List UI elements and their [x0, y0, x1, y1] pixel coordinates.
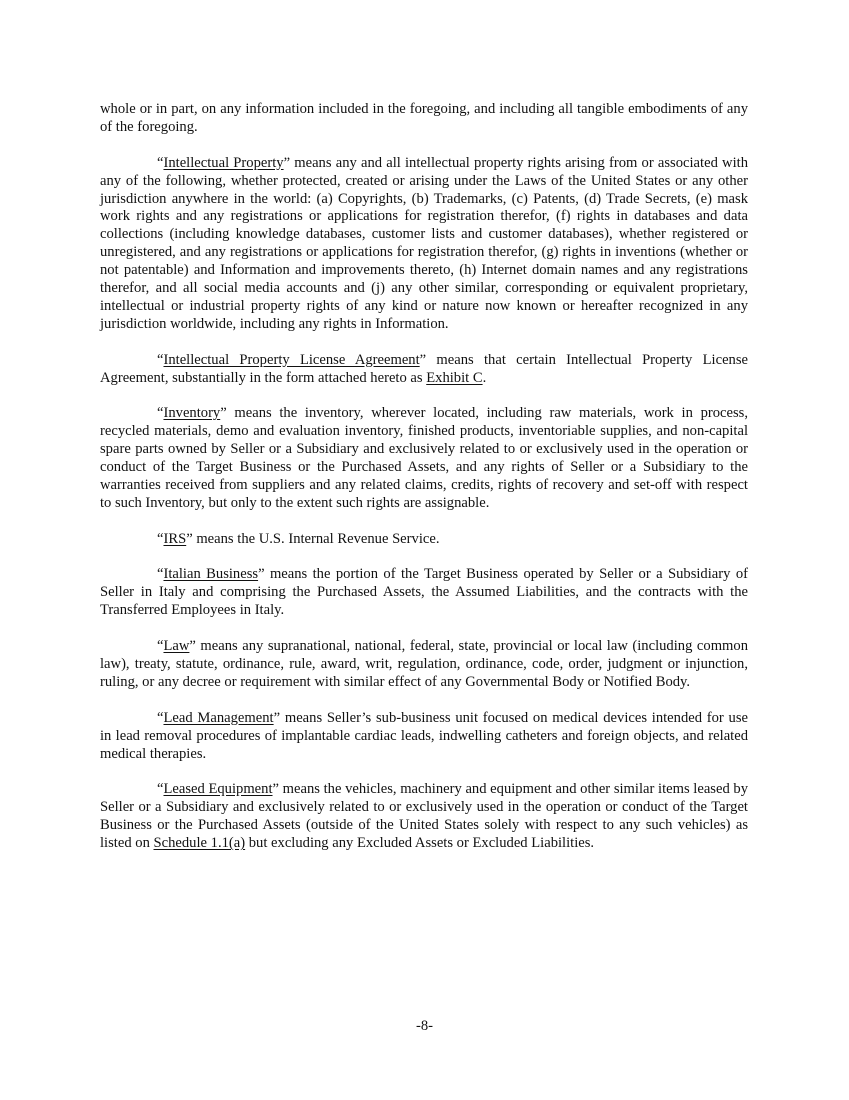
definition-law: “Law” means any supranational, national, federal, state, provincial or local law (including common law), treaty, statute, ordinance, rule, award, writ, regulation, ordinance, code, order, judgment or injunction, ruling, or any decree or requirement with similar effect of any Governmental Body or Notified Body. [100, 638, 748, 690]
definition-body: ” means the portion of the Target Business operated by Seller or a Subsidiary of Seller in Italy and comprising the Purchased Assets, the Assumed Liabilities, and the contracts with the Transferred Employees in Italy. [100, 566, 748, 619]
exhibit-reference: Exhibit C [426, 369, 483, 386]
defined-term: Leased Equipment [163, 781, 273, 798]
defined-term: Lead Management [163, 709, 274, 726]
continuation-paragraph: whole or in part, on any information included in the foregoing, and including all tangible embodiments of any of the foregoing. [100, 101, 748, 135]
definition-body: ” means that certain Intellectual Property License Agreement, substantially in the form attached hereto as [100, 351, 748, 386]
definition-intellectual-property: “Intellectual Property” means any and all intellectual property rights arising from or associated with any of the following, whether protected, created or arising under the Laws of the United States or any other jurisdiction anywhere in the world: (a) Copyrights, (b) Trademarks, (c) Patents, (d) Trade Secrets, (e) mask work rights and any registrations or applications for registration therefor, (f) rights in databases and data collections (including knowledge databases, customer lists and customer databases), whether registered or unregistered, and any registrations or applications for registration therefor, (g) rights in inventions (whether or not patentable) and Information and improvements thereto, (h) Internet domain names and any registrations therefor, and all social media accounts and (j) any other similar, corresponding or equivalent proprietary, intellectual or industrial property rights of any kind or nature now known or hereafter recognized in any jurisdiction worldwide, including any rights in Information. [100, 154, 748, 332]
definition-tail: but excluding any Excluded Assets or Excluded Liabilities. [245, 835, 595, 852]
definition-inventory: “Inventory” means the inventory, wherever located, including raw materials, work in process, recycled materials, demo and evaluation inventory, finished products, inventoriable supplies, and non-capital spare parts owned by Seller or a Subsidiary and exclusively related to or exclusively used in the operation or conduct of the Target Business or the Purchased Assets, and any rights of Seller or a Subsidiary to the warranties received from suppliers and any related claims, credits, rights of recovery and set-off with respect to such Inventory, but only to the extent such rights are assignable. [100, 405, 748, 511]
defined-term: Intellectual Property [163, 154, 284, 171]
defined-term: IRS [163, 530, 187, 547]
document-page [100, 101, 748, 871]
definition-irs: “IRS” means the U.S. Internal Revenue Service. [157, 530, 440, 547]
schedule-reference: Schedule 1.1(a) [153, 835, 246, 852]
definition-leased-equipment: “Leased Equipment” means the vehicles, machinery and equipment and other similar items leased by Seller or a Subsidiary and exclusively related to or exclusively used in the operation or conduct of the Target Business or the Purchased Assets (outside of the United States solely with respect to any such vehicles) as listed on Schedule 1.1(a) but excluding any Excluded Assets or Excluded Liabilities. [100, 781, 749, 852]
definition-lead-management: “Lead Management” means Seller’s sub-business unit focused on medical devices intended for use in lead removal procedures of implantable cardiac leads, indwelling catheters and foreign objects, and related medical therapies. [100, 709, 749, 762]
defined-term: Law [163, 638, 190, 655]
definition-body: ” means the U.S. Internal Revenue Service. [186, 530, 440, 547]
defined-term: Inventory [163, 405, 221, 422]
definition-body: ” means any supranational, national, federal, state, provincial or local law (including common law), treaty, statute, ordinance, rule, award, writ, regulation, ordinance, code, order, judgment or injunction, ruling, or any decree or requirement with similar effect of any Governmental Body or Notified Body. [100, 638, 748, 690]
defined-term: Italian Business [163, 566, 259, 583]
definition-ip-license-agreement: “Intellectual Property License Agreement” means that certain Intellectual Property License Agreement, substantially in the form attached hereto as Exhibit C. [100, 351, 748, 386]
definition-tail: . [482, 369, 487, 386]
definition-body: ” means Seller’s sub-business unit focused on medical devices intended for use in lead removal procedures of implantable cardiac leads, indwelling catheters and foreign objects, and related medical therapies. [100, 709, 749, 762]
definition-italian-business: “Italian Business” means the portion of the Target Business operated by Seller or a Subsidiary of Seller in Italy and comprising the Purchased Assets, the Assumed Liabilities, and the contracts with the Transferred Employees in Italy. [100, 566, 748, 619]
definition-body: ” means the vehicles, machinery and equipment and other similar items leased by Seller or a Subsidiary and exclusively related to or exclusively used in the operation or conduct of the Target Business or the Purchased Assets (outside of the United States solely with respect to any such vehicles) as listed on [100, 781, 749, 852]
definition-body: ” means the inventory, wherever located, including raw materials, work in process, recycled materials, demo and evaluation inventory, finished products, inventoriable supplies, and non-capital spare parts owned by Seller or a Subsidiary and exclusively related to or exclusively used in the operation or conduct of the Target Business or the Purchased Assets, and any rights of Seller or a Subsidiary to the warranties received from suppliers and any related claims, credits, rights of recovery and set-off with respect to such Inventory, but only to the extent such rights are assignable. [100, 405, 748, 511]
page-number: -8- [415, 1018, 434, 1034]
defined-term: Intellectual Property License Agreement [163, 351, 420, 368]
definition-body: ” means any and all intellectual property rights arising from or associated with any of the following, whether protected, created or arising under the Laws of the United States or any other jurisdiction anywhere in the world: (a) Copyrights, (b) Trademarks, (c) Patents, (d) Trade Secrets, (e) mask work rights and any registrations or applications for registration therefor, (f) rights in databases and data collections (including knowledge databases, customer lists and customer databases), whether registered or unregistered, and any registrations or applications for registration therefor, (g) rights in inventions (whether or not patentable) and Information and improvements thereto, (h) Internet domain names and any registrations therefor, and all social media accounts and (j) any other similar, corresponding or equivalent proprietary, intellectual or industrial property rights of any kind or nature now known or hereafter recognized in any jurisdiction worldwide, including any rights in Information. [100, 154, 748, 332]
